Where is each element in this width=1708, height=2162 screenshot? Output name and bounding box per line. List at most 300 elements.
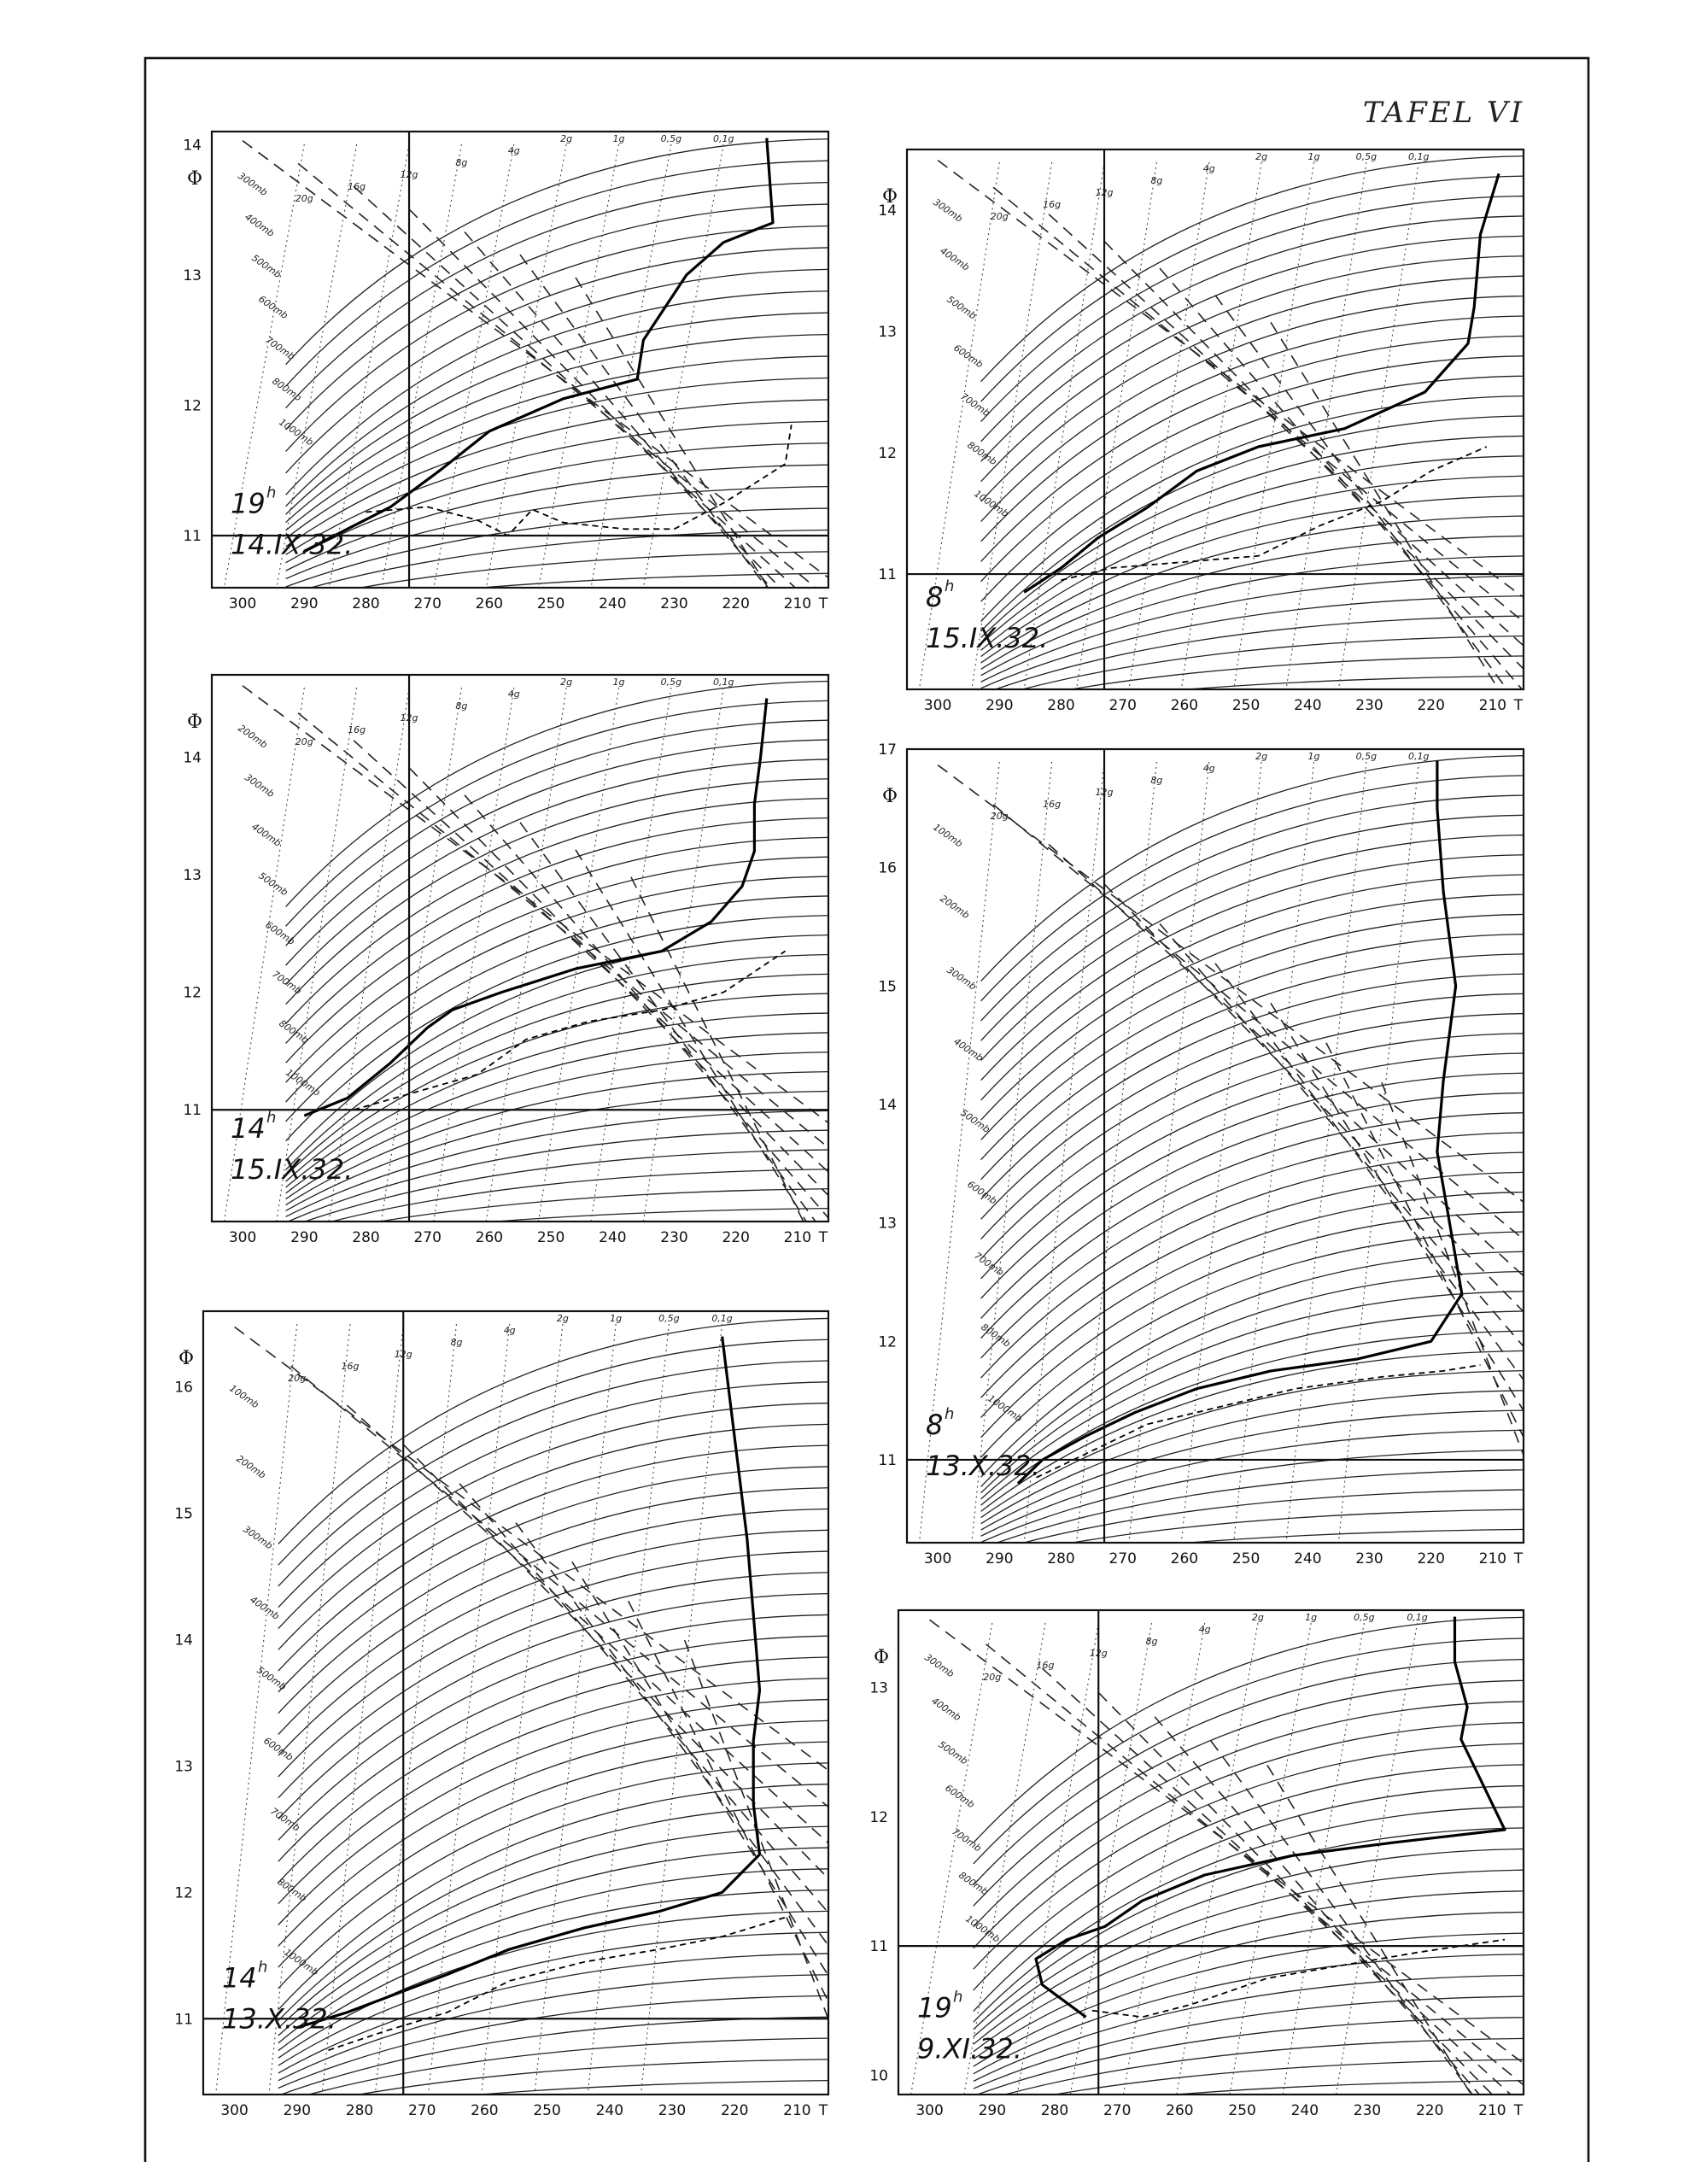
mixing-ratio-line bbox=[964, 1623, 1045, 2095]
adiabat-line bbox=[286, 1013, 833, 1187]
isobar-label: 500mb bbox=[254, 1664, 289, 1693]
isobar-line bbox=[1104, 884, 1558, 1347]
adiabat-line bbox=[981, 894, 1528, 1120]
x-axis-label: T bbox=[818, 595, 828, 612]
adiabat-line bbox=[286, 740, 833, 965]
x-tick-label: 260 bbox=[1166, 2102, 1194, 2119]
adiabat-line bbox=[286, 1169, 833, 1234]
y-tick-label: 11 bbox=[878, 1451, 897, 1469]
mixing-ratio-label: 0,5g bbox=[1354, 1612, 1375, 1623]
mixing-ratio-label: 1g bbox=[1307, 751, 1320, 762]
y-tick-label: 10 bbox=[869, 2067, 888, 2085]
adiabat-line bbox=[286, 759, 833, 985]
adiabat-line bbox=[981, 914, 1528, 1140]
adiabat-line bbox=[286, 1130, 833, 1222]
isobar-label: 800mb bbox=[277, 1017, 311, 1046]
x-tick-label: 280 bbox=[345, 2102, 374, 2119]
isobar-label: 400mb bbox=[929, 1695, 963, 1724]
adiabat-line bbox=[981, 276, 1528, 501]
time-superscript: h bbox=[266, 483, 277, 502]
isobar-line bbox=[1382, 1082, 1558, 1545]
adiabat-line bbox=[286, 269, 833, 495]
mixing-ratio-label: 12g bbox=[400, 169, 418, 180]
isobar-line bbox=[1049, 844, 1558, 1307]
isobar-label: 100mb bbox=[931, 821, 965, 850]
x-tick-label: 270 bbox=[1108, 697, 1137, 714]
mixing-ratio-line bbox=[535, 1324, 616, 2095]
mixing-ratio-line bbox=[1338, 762, 1418, 1543]
mixing-ratio-label: 0,5g bbox=[660, 133, 682, 144]
x-tick-label: 250 bbox=[536, 1229, 565, 1246]
isobar-line bbox=[243, 686, 863, 1149]
x-tick-label: 240 bbox=[1290, 2102, 1319, 2119]
y-tick-label: 12 bbox=[878, 445, 897, 463]
mixing-ratio-line bbox=[1286, 162, 1366, 689]
x-tick-label: 290 bbox=[290, 595, 319, 612]
adiabat-line bbox=[981, 1251, 1528, 1477]
adiabat-line bbox=[286, 530, 833, 595]
adiabat-line bbox=[981, 196, 1528, 422]
isobar-label: 700mb bbox=[958, 390, 992, 419]
adiabat-line bbox=[981, 516, 1528, 663]
x-tick-label: 270 bbox=[413, 1229, 442, 1246]
x-tick-label: 210 bbox=[783, 2102, 811, 2119]
date-label: 13.X.32. bbox=[926, 1450, 1040, 1483]
adiabat-line bbox=[286, 378, 833, 538]
mixing-ratio-label: 4g bbox=[507, 145, 520, 156]
adiabat-line bbox=[278, 2017, 833, 2095]
mixing-ratio-line bbox=[1024, 762, 1104, 1543]
isobar-label: 500mb bbox=[945, 293, 979, 322]
isobar-label: 1000mb bbox=[284, 1067, 323, 1099]
time-label: 14 bbox=[222, 1961, 257, 1995]
isobar-label: 800mb bbox=[956, 1869, 991, 1898]
mixing-ratio-line bbox=[1077, 762, 1157, 1543]
isobar-line bbox=[1271, 322, 1558, 785]
adiabat-line bbox=[981, 935, 1528, 1160]
mixing-ratio-label: 16g bbox=[1043, 799, 1062, 810]
x-tick-label: 290 bbox=[290, 1229, 319, 1246]
isobar-label: 400mb bbox=[938, 244, 972, 273]
adiabat-line bbox=[286, 356, 833, 530]
x-tick-label: 260 bbox=[1170, 1550, 1199, 1567]
mixing-ratio-line bbox=[382, 144, 462, 588]
y-tick-label: 16 bbox=[878, 859, 897, 877]
time-superscript: h bbox=[266, 1109, 277, 1127]
isobar-label: 1000mb bbox=[963, 1913, 1003, 1945]
x-axis-label: T bbox=[818, 1229, 828, 1246]
adiabat-line bbox=[286, 443, 833, 563]
y-tick-label: 15 bbox=[174, 1505, 193, 1523]
x-tick-label: 220 bbox=[1417, 1550, 1445, 1567]
y-axis-label: Φ bbox=[873, 1647, 890, 1668]
isobar-label: 500mb bbox=[936, 1738, 970, 1767]
x-tick-label: 230 bbox=[1355, 697, 1383, 714]
x-tick-label: 240 bbox=[1294, 697, 1322, 714]
isobar-label: 300mb bbox=[243, 771, 277, 800]
mixing-ratio-label: 2g bbox=[1255, 751, 1268, 762]
chart-5 bbox=[174, 1311, 863, 2119]
x-tick-label: 300 bbox=[228, 595, 257, 612]
adiabat-line bbox=[286, 993, 833, 1181]
mixing-ratio-line bbox=[382, 688, 462, 1222]
x-tick-label: 230 bbox=[660, 595, 688, 612]
adiabat-line bbox=[286, 248, 833, 473]
dew-point-curve bbox=[366, 425, 792, 536]
mixing-ratio-line bbox=[329, 144, 409, 588]
isobar-label: 300mb bbox=[922, 1651, 956, 1680]
adiabat-line bbox=[286, 1150, 833, 1228]
isobar-line bbox=[409, 768, 863, 1231]
isobar-label: 800mb bbox=[965, 439, 999, 468]
adiabat-line bbox=[981, 1113, 1528, 1339]
mixing-ratio-label: 12g bbox=[1095, 787, 1114, 798]
x-tick-label: 280 bbox=[352, 595, 380, 612]
isobar-label: 600mb bbox=[951, 342, 986, 371]
x-tick-label: 220 bbox=[722, 595, 750, 612]
time-label: 19 bbox=[917, 1991, 952, 2024]
y-tick-label: 11 bbox=[183, 1102, 202, 1120]
x-tick-label: 220 bbox=[722, 1229, 750, 1246]
isobar-line bbox=[986, 1644, 1558, 2113]
x-tick-label: 300 bbox=[923, 697, 952, 714]
mixing-ratio-line bbox=[486, 688, 566, 1222]
isobar-label: 500mb bbox=[256, 870, 290, 899]
adiabat-line bbox=[981, 1192, 1528, 1418]
adiabat-line bbox=[981, 815, 1528, 1040]
mixing-ratio-label: 16g bbox=[1036, 1660, 1055, 1671]
x-tick-label: 260 bbox=[475, 1229, 504, 1246]
isobar-label: 600mb bbox=[256, 293, 290, 322]
adiabat-line bbox=[981, 436, 1528, 637]
mixing-ratio-line bbox=[429, 1324, 510, 2095]
x-tick-label: 290 bbox=[283, 2102, 312, 2119]
isobar-line bbox=[990, 805, 1558, 1268]
adiabat-line bbox=[286, 681, 833, 906]
chart-3 bbox=[183, 675, 863, 1339]
adiabat-line bbox=[981, 855, 1528, 1081]
isobar-line bbox=[1271, 1003, 1558, 1466]
mixing-ratio-line bbox=[1024, 162, 1104, 689]
y-tick-label: 17 bbox=[878, 741, 897, 759]
isobar-label: 200mb bbox=[236, 722, 270, 751]
y-tick-label: 13 bbox=[174, 1758, 193, 1776]
mixing-ratio-label: 16g bbox=[348, 724, 366, 735]
time-label: 14 bbox=[231, 1112, 266, 1145]
y-tick-label: 15 bbox=[878, 978, 897, 996]
x-tick-label: 260 bbox=[471, 2102, 499, 2119]
x-tick-label: 290 bbox=[986, 697, 1014, 714]
mixing-ratio-label: 1g bbox=[610, 1313, 623, 1324]
temperature-curve bbox=[1024, 173, 1499, 592]
mixing-ratio-label: 0,5g bbox=[658, 1313, 680, 1324]
isobar-label: 1000mb bbox=[986, 1392, 1025, 1425]
adiabat-line bbox=[981, 1212, 1528, 1438]
mixing-ratio-line bbox=[269, 1324, 350, 2095]
mixing-ratio-label: 20g bbox=[288, 1373, 307, 1384]
mixing-ratio-line bbox=[224, 144, 304, 588]
mixing-ratio-label: 20g bbox=[295, 193, 313, 204]
mixing-ratio-line bbox=[1124, 1623, 1205, 2095]
adiabat-line bbox=[286, 779, 833, 1005]
date-label: 15.IX.32. bbox=[231, 1153, 354, 1186]
x-tick-label: 230 bbox=[1353, 2102, 1382, 2119]
adiabat-line bbox=[286, 226, 833, 451]
mixing-ratio-line bbox=[329, 688, 409, 1222]
isobar-label: 400mb bbox=[249, 821, 284, 849]
x-tick-label: 300 bbox=[220, 2102, 249, 2119]
adiabat-line bbox=[278, 1975, 833, 2081]
x-axis-label: T bbox=[1513, 697, 1524, 714]
x-tick-label: 240 bbox=[1294, 1550, 1322, 1567]
adiabat-line bbox=[278, 1763, 833, 1989]
mixing-ratio-label: 12g bbox=[400, 712, 418, 724]
time-superscript: h bbox=[945, 1405, 955, 1424]
mixing-ratio-label: 0,5g bbox=[660, 677, 682, 688]
chart-1 bbox=[183, 132, 863, 740]
x-tick-label: 210 bbox=[1478, 1550, 1507, 1567]
time-label: 8 bbox=[926, 1409, 944, 1442]
x-tick-label: 260 bbox=[475, 595, 504, 612]
isobar-label: 400mb bbox=[248, 1594, 282, 1622]
time-superscript: h bbox=[953, 1988, 963, 2007]
mixing-ratio-line bbox=[591, 688, 671, 1222]
isobar-line bbox=[629, 1601, 863, 2070]
mixing-ratio-label: 20g bbox=[295, 736, 313, 747]
mixing-ratio-label: 16g bbox=[341, 1361, 360, 1372]
isobar-line bbox=[520, 255, 863, 718]
mixing-ratio-label: 16g bbox=[348, 181, 366, 192]
charts-group bbox=[174, 132, 1558, 2162]
mixing-ratio-label: 0,5g bbox=[1355, 151, 1378, 162]
y-axis-label: Φ bbox=[186, 168, 203, 190]
adiabat-line bbox=[981, 616, 1528, 694]
mixing-ratio-label: 8g bbox=[1150, 175, 1163, 186]
mixing-ratio-label: 8g bbox=[455, 700, 468, 712]
y-tick-label: 12 bbox=[174, 1884, 193, 1902]
x-tick-label: 240 bbox=[599, 595, 627, 612]
x-tick-label: 220 bbox=[1415, 2102, 1444, 2119]
mixing-ratio-label: 0,5g bbox=[1355, 751, 1378, 762]
mixing-ratio-line bbox=[972, 162, 1052, 689]
isobar-label: 800mb bbox=[275, 1876, 309, 1905]
date-label: 14.IX.32. bbox=[231, 528, 354, 561]
y-tick-label: 14 bbox=[183, 137, 202, 155]
x-tick-label: 270 bbox=[1103, 2102, 1132, 2119]
mixing-ratio-label: 12g bbox=[1089, 1648, 1108, 1659]
adiabat-line bbox=[981, 756, 1528, 981]
mixing-ratio-label: 1g bbox=[1305, 1612, 1318, 1623]
mixing-ratio-label: 1g bbox=[612, 677, 625, 688]
mixing-ratio-label: 0,1g bbox=[1408, 151, 1430, 162]
y-tick-label: 13 bbox=[869, 1679, 888, 1697]
adiabat-line bbox=[974, 1975, 1528, 2081]
isobar-line bbox=[1215, 964, 1558, 1427]
mixing-ratio-label: 4g bbox=[507, 688, 520, 700]
dew-point-curve bbox=[354, 951, 785, 1110]
y-axis-label: Φ bbox=[186, 712, 203, 733]
y-tick-label: 12 bbox=[869, 1808, 888, 1826]
y-tick-label: 12 bbox=[878, 1333, 897, 1351]
x-tick-label: 220 bbox=[1417, 697, 1445, 714]
x-tick-label: 300 bbox=[915, 2102, 944, 2119]
time-superscript: h bbox=[945, 577, 955, 595]
y-tick-label: 11 bbox=[183, 527, 202, 545]
x-tick-label: 250 bbox=[533, 2102, 561, 2119]
y-tick-label: 12 bbox=[183, 984, 202, 1002]
mixing-ratio-label: 8g bbox=[1150, 775, 1163, 786]
x-tick-label: 280 bbox=[352, 1229, 380, 1246]
x-tick-label: 210 bbox=[1478, 697, 1507, 714]
plot-frame bbox=[907, 749, 1524, 1543]
isobar-label: 700mb bbox=[268, 1805, 302, 1834]
adiabat-line bbox=[981, 296, 1528, 522]
mixing-ratio-label: 1g bbox=[612, 133, 625, 144]
x-tick-label: 300 bbox=[923, 1550, 952, 1567]
adiabat-line bbox=[278, 1784, 833, 2010]
isobar-line bbox=[1160, 268, 1558, 731]
isobar-label: 400mb bbox=[951, 1035, 986, 1064]
mixing-ratio-label: 2g bbox=[556, 1313, 569, 1324]
isobar-label: 600mb bbox=[263, 919, 297, 948]
mixing-ratio-label: 1g bbox=[1307, 151, 1320, 162]
y-tick-label: 13 bbox=[183, 267, 202, 284]
y-tick-label: 14 bbox=[878, 202, 897, 220]
adiabat-line bbox=[981, 396, 1528, 622]
mixing-ratio-label: 2g bbox=[1251, 1612, 1264, 1623]
plate-title: TAFEL VI bbox=[1362, 96, 1524, 130]
x-tick-label: 230 bbox=[658, 2102, 687, 2119]
y-tick-label: 16 bbox=[174, 1379, 193, 1397]
x-tick-label: 290 bbox=[986, 1550, 1014, 1567]
mixing-ratio-label: 20g bbox=[990, 211, 1009, 222]
adiabat-line bbox=[286, 799, 833, 1024]
isobar-label: 500mb bbox=[249, 252, 284, 281]
adiabat-line bbox=[286, 837, 833, 1063]
plot-frame bbox=[907, 149, 1524, 689]
adiabat-line bbox=[981, 835, 1528, 1061]
isobar-label: 1000mb bbox=[277, 416, 316, 448]
x-tick-label: 240 bbox=[599, 1229, 627, 1246]
mixing-ratio-line bbox=[1177, 1623, 1258, 2095]
isobar-label: 300mb bbox=[931, 196, 965, 225]
isobar-line bbox=[1160, 923, 1558, 1386]
x-tick-label: 280 bbox=[1040, 2102, 1069, 2119]
x-axis-label: T bbox=[818, 2102, 828, 2119]
isobar-line bbox=[465, 231, 863, 694]
mixing-ratio-label: 8g bbox=[455, 157, 468, 168]
isobar-label: 1000mb bbox=[282, 1946, 321, 1978]
y-tick-label: 14 bbox=[174, 1632, 193, 1649]
mixing-ratio-label: 8g bbox=[1145, 1636, 1158, 1647]
x-tick-label: 220 bbox=[720, 2102, 749, 2119]
x-tick-label: 270 bbox=[1108, 1550, 1137, 1567]
mixing-ratio-line bbox=[486, 144, 566, 588]
x-tick-label: 230 bbox=[1355, 1550, 1383, 1567]
isobar-line bbox=[572, 1561, 863, 2030]
mixing-ratio-label: 0,1g bbox=[711, 1313, 733, 1324]
isobar-line bbox=[1104, 241, 1558, 704]
mixing-ratio-line bbox=[277, 688, 357, 1222]
adiabat-line bbox=[981, 356, 1528, 582]
temperature-curve bbox=[304, 138, 773, 552]
adiabat-line bbox=[286, 817, 833, 1043]
mixing-ratio-line bbox=[434, 688, 514, 1222]
mixing-ratio-label: 4g bbox=[503, 1325, 516, 1336]
adiabat-line bbox=[981, 1073, 1528, 1298]
isobar-label: 300mb bbox=[241, 1523, 275, 1552]
mixing-ratio-label: 20g bbox=[983, 1672, 1002, 1683]
mixing-ratio-label: 2g bbox=[560, 133, 573, 144]
time-label: 19 bbox=[231, 487, 266, 520]
isobar-label: 500mb bbox=[958, 1107, 992, 1135]
temperature-curve bbox=[1018, 761, 1462, 1484]
adiabat-line bbox=[286, 1072, 833, 1205]
isobar-label: 700mb bbox=[263, 334, 297, 363]
adiabat-line bbox=[981, 993, 1528, 1219]
y-tick-label: 11 bbox=[869, 1938, 888, 1956]
adiabat-line bbox=[974, 2018, 1528, 2096]
adiabat-line bbox=[286, 335, 833, 523]
isobar-label: 300mb bbox=[236, 170, 270, 199]
isobar-label: 600mb bbox=[943, 1782, 977, 1811]
y-axis-label: Φ bbox=[881, 186, 898, 208]
isobar-label: 600mb bbox=[261, 1735, 295, 1764]
mixing-ratio-line bbox=[322, 1324, 403, 2095]
mixing-ratio-label: 16g bbox=[1043, 199, 1062, 210]
isobar-line bbox=[520, 823, 863, 1286]
temperature-curve bbox=[297, 1337, 760, 2028]
y-tick-label: 14 bbox=[183, 749, 202, 767]
x-tick-label: 250 bbox=[1228, 2102, 1256, 2119]
date-label: 13.X.32. bbox=[222, 2002, 336, 2036]
y-axis-label: Φ bbox=[178, 1348, 195, 1369]
y-tick-label: 13 bbox=[183, 866, 202, 884]
x-tick-label: 250 bbox=[1231, 697, 1261, 714]
mixing-ratio-label: 12g bbox=[394, 1349, 412, 1360]
x-tick-label: 280 bbox=[1047, 1550, 1075, 1567]
x-tick-label: 250 bbox=[1231, 1550, 1261, 1567]
isobar-label: 800mb bbox=[979, 1321, 1013, 1350]
isobar-label: 600mb bbox=[965, 1178, 999, 1207]
x-tick-label: 230 bbox=[660, 1229, 688, 1246]
y-tick-label: 13 bbox=[878, 1215, 897, 1233]
adiabat-line bbox=[286, 291, 833, 507]
adiabat-line bbox=[974, 1849, 1528, 2037]
mixing-ratio-label: 12g bbox=[1095, 187, 1114, 198]
isobar-label: 700mb bbox=[270, 968, 304, 997]
adiabat-line bbox=[981, 1271, 1528, 1486]
mixing-ratio-label: 4g bbox=[1202, 763, 1215, 774]
x-tick-label: 270 bbox=[407, 2102, 436, 2119]
mixing-ratio-label: 2g bbox=[560, 677, 573, 688]
isobar-label: 300mb bbox=[945, 964, 979, 993]
x-tick-label: 290 bbox=[978, 2102, 1007, 2119]
adiabat-line bbox=[278, 1995, 833, 2088]
mixing-ratio-label: 4g bbox=[1202, 163, 1215, 174]
mixing-ratio-label: 2g bbox=[1255, 151, 1268, 162]
isobar-label: 800mb bbox=[270, 375, 304, 404]
isobar-line bbox=[298, 713, 863, 1176]
isobar-label: 700mb bbox=[972, 1250, 1006, 1279]
chart-2 bbox=[878, 149, 1558, 785]
mixing-ratio-label: 20g bbox=[990, 811, 1009, 822]
x-tick-label: 280 bbox=[1047, 697, 1075, 714]
isobar-label: 200mb bbox=[234, 1453, 268, 1481]
x-tick-label: 300 bbox=[228, 1229, 257, 1246]
mixing-ratio-line bbox=[1234, 762, 1314, 1543]
x-tick-label: 210 bbox=[783, 595, 812, 612]
